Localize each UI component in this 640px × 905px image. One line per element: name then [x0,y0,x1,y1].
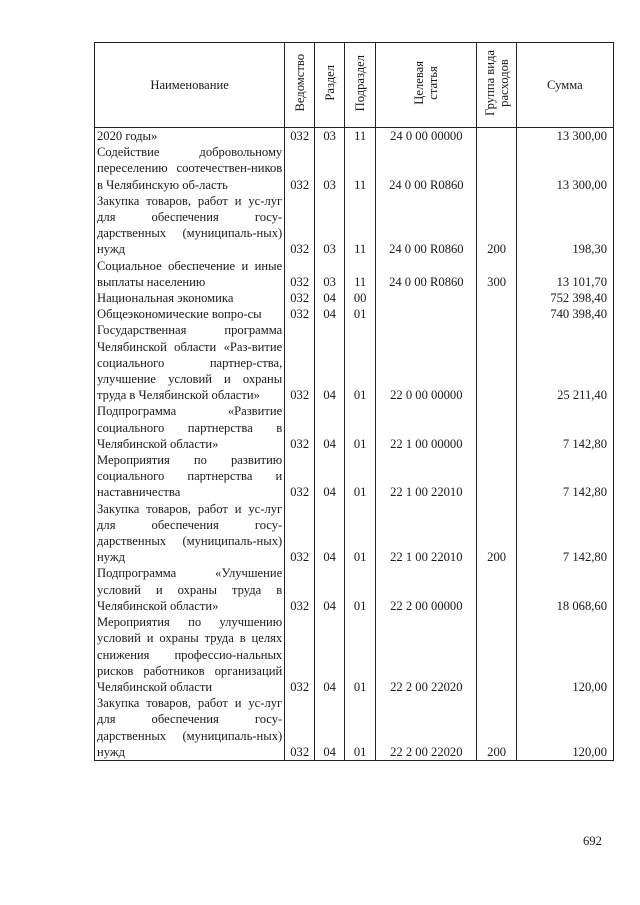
table-row [95,290,614,306]
table-row [95,565,614,614]
row-sum: 120,00 [516,614,613,695]
table-row [95,258,614,290]
row-razdel: 03 [315,144,345,193]
row-grp: 200 [477,695,516,760]
table-row [95,322,614,403]
row-name: Общеэкономические вопро-сы [95,306,285,322]
header-name: Наименование [95,43,285,128]
header-ved: Ведомство [285,43,315,128]
table-row [95,695,614,760]
table-row [95,403,614,452]
row-grp [477,565,516,614]
row-ved: 032 [285,144,315,193]
row-grp: 200 [477,193,516,258]
row-name: Мероприятия по улучшению условий и охраны труда в целях снижения профессио-нальных рисков работников организаций Челябинской области [95,614,285,695]
row-podrazdel: 11 [345,258,376,290]
row-razdel: 04 [315,565,345,614]
table-header-row [95,43,614,128]
row-podrazdel: 11 [345,193,376,258]
table-row [95,452,614,501]
row-ved: 032 [285,695,315,760]
header-sum: Сумма [516,43,613,128]
row-cel: 24 0 00 R0860 [376,144,477,193]
row-name: Закупка товаров, работ и ус-луг для обеспечения госу-дарственных (муниципаль-ных) нужд [95,501,285,566]
row-razdel: 03 [315,128,345,145]
row-name: Содействие добровольному переселению соотечествен-ников в Челябинскую об-ласть [95,144,285,193]
row-razdel: 03 [315,193,345,258]
row-name: Социальное обеспечение и иные выплаты населению [95,258,285,290]
row-name: 2020 годы» [95,128,285,145]
header-cel: Целевая статья [376,43,477,128]
row-ved: 032 [285,565,315,614]
row-razdel: 04 [315,501,345,566]
table-row [95,306,614,322]
row-podrazdel: 11 [345,128,376,145]
row-sum: 13 300,00 [516,128,613,145]
row-cel: 24 0 00 R0860 [376,193,477,258]
row-cel: 22 2 00 00000 [376,565,477,614]
row-cel [376,306,477,322]
row-razdel: 04 [315,695,345,760]
row-sum: 13 300,00 [516,144,613,193]
row-ved: 032 [285,128,315,145]
row-sum: 740 398,40 [516,306,613,322]
table-body [95,128,614,761]
row-ved: 032 [285,306,315,322]
header-grp: Группа вида расходов [477,43,516,128]
row-sum: 7 142,80 [516,501,613,566]
table-row [95,128,614,145]
row-razdel: 04 [315,306,345,322]
row-name: Закупка товаров, работ и ус-луг для обеспечения госу-дарственных (муниципаль-ных) нужд [95,695,285,760]
row-cel: 24 0 00 R0860 [376,258,477,290]
row-razdel: 04 [315,403,345,452]
row-ved: 032 [285,452,315,501]
row-sum: 7 142,80 [516,403,613,452]
row-cel: 24 0 00 00000 [376,128,477,145]
header-podrazdel: Подраздел [345,43,376,128]
row-ved: 032 [285,290,315,306]
row-grp [477,144,516,193]
row-ved: 032 [285,193,315,258]
row-grp [477,403,516,452]
table-row [95,144,614,193]
row-grp: 200 [477,501,516,566]
row-ved: 032 [285,322,315,403]
row-cel: 22 2 00 22020 [376,695,477,760]
row-sum: 13 101,70 [516,258,613,290]
row-name: Закупка товаров, работ и ус-луг для обеспечения госу-дарственных (муниципаль-ных) нужд [95,193,285,258]
row-cel: 22 2 00 22020 [376,614,477,695]
row-sum: 198,30 [516,193,613,258]
row-grp [477,128,516,145]
table-row [95,193,614,258]
row-razdel: 04 [315,290,345,306]
row-ved: 032 [285,501,315,566]
row-grp [477,322,516,403]
row-podrazdel: 00 [345,290,376,306]
row-razdel: 04 [315,614,345,695]
row-cel: 22 0 00 00000 [376,322,477,403]
row-razdel: 03 [315,258,345,290]
header-razdel: Раздел [315,43,345,128]
row-sum: 752 398,40 [516,290,613,306]
row-podrazdel: 01 [345,322,376,403]
row-podrazdel: 11 [345,144,376,193]
row-ved: 032 [285,258,315,290]
row-cel: 22 1 00 00000 [376,403,477,452]
row-podrazdel: 01 [345,452,376,501]
row-grp: 300 [477,258,516,290]
row-name: Мероприятия по развитию социального партнерства и наставничества [95,452,285,501]
row-podrazdel: 01 [345,565,376,614]
row-podrazdel: 01 [345,403,376,452]
row-razdel: 04 [315,322,345,403]
row-name: Национальная экономика [95,290,285,306]
row-podrazdel: 01 [345,695,376,760]
row-podrazdel: 01 [345,501,376,566]
row-podrazdel: 01 [345,306,376,322]
row-grp [477,614,516,695]
row-name: Подпрограмма «Развитие социального партнерства в Челябинской области» [95,403,285,452]
table-row [95,501,614,566]
row-ved: 032 [285,403,315,452]
row-sum: 120,00 [516,695,613,760]
row-grp [477,452,516,501]
row-cel [376,290,477,306]
row-name: Государственная программа Челябинской области «Раз-витие социального партнер-ства, улучшение условий и охраны труда в Челябинской области» [95,322,285,403]
row-sum: 7 142,80 [516,452,613,501]
table-row [95,614,614,695]
row-grp [477,290,516,306]
row-cel: 22 1 00 22010 [376,452,477,501]
row-grp [477,306,516,322]
row-sum: 18 068,60 [516,565,613,614]
row-name: Подпрограмма «Улучшение условий и охраны труда в Челябинской области» [95,565,285,614]
row-cel: 22 1 00 22010 [376,501,477,566]
row-razdel: 04 [315,452,345,501]
row-ved: 032 [285,614,315,695]
row-podrazdel: 01 [345,614,376,695]
budget-table [94,42,614,761]
row-sum: 25 211,40 [516,322,613,403]
page-number: 692 [583,834,602,848]
